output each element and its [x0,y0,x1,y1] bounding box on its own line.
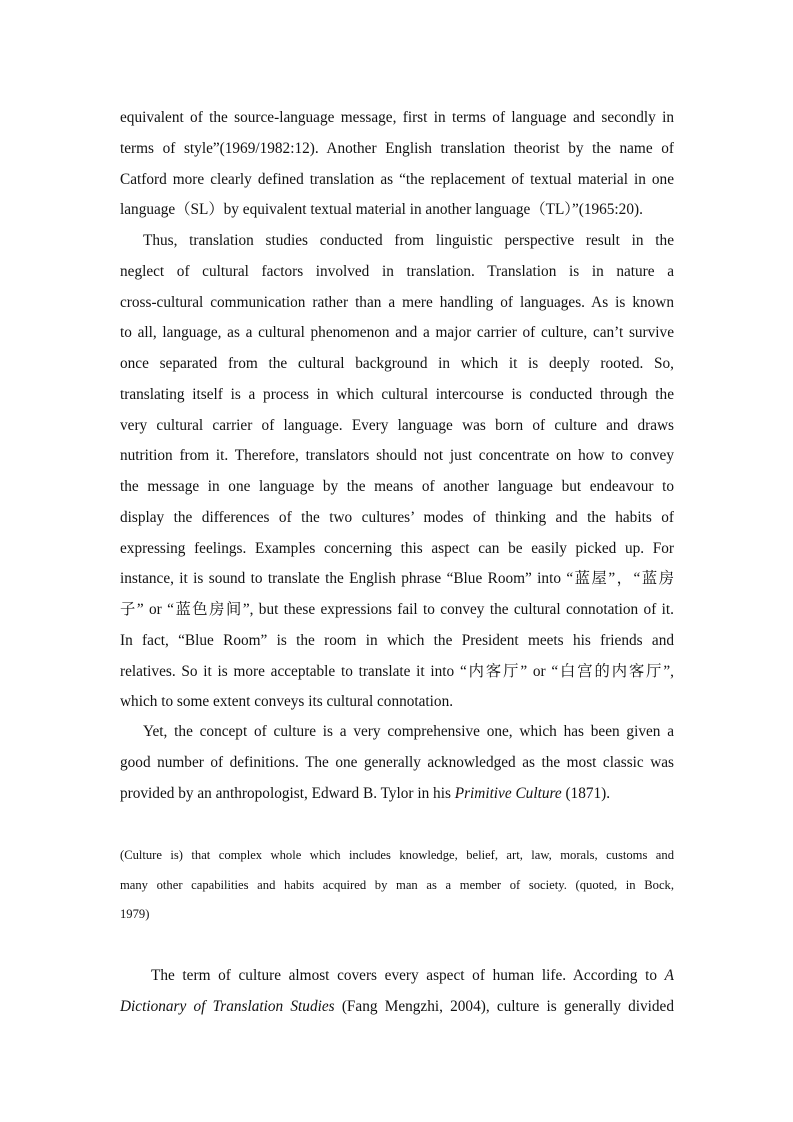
text-line: Catford more clearly defined translation as “the replacement of textual material in one [120,170,674,188]
text-line: translating itself is a process in which cultural intercourse is conducted through the [120,385,674,403]
text-line [120,992,674,1023]
book-title: Dictionary of Translation Studies [120,997,335,1015]
quote-line: (Culture is) that complex whole which includes knowledge, belief, art, law, morals, customs and [120,848,674,862]
text-line: Thus, translation studies conducted from linguistic perspective result in the [143,232,674,249]
text-line: 子” or “蓝色房间”, but these expressions fail to convey the cultural connotation of it. [120,601,674,618]
text-segment: (Fang Mengzhi, 2004), culture is generally divided [334,997,674,1015]
text-line: to all, language, as a cultural phenomenon and a major carrier of culture, can’t survive [120,324,674,342]
text-line: very cultural carrier of language. Every language was born of culture and draws [120,416,674,434]
text-line [120,779,674,810]
text-line: good number of definitions. The one generally acknowledged as the most classic was [120,753,674,771]
text-line [120,961,674,992]
paragraph-1 [120,103,674,226]
text-line: cross-cultural communication rather than a mere handling of languages. As is known [120,293,674,311]
text-line: In fact, “Blue Room” is the room in which the President meets his friends and [120,631,674,649]
text-line: nutrition from it. Therefore, translators should not just concentrate on how to convey [120,447,674,465]
text-line: the message in one language by the means of another language but endeavour to [120,478,674,495]
book-title: Primitive Culture [454,784,562,802]
text-line: terms of style”(1969/1982:12). Another English translation theorist by the name of [120,139,674,157]
text-segment: (1871). [561,784,611,802]
text-segment: The term of culture almost covers every aspect of human life. According to [151,967,665,984]
text-line: language（SL）by equivalent textual material in another language（TL）”(1965:20). [120,201,643,219]
block-quote [120,841,674,930]
text-line: once separated from the cultural background in which it is deeply rooted. So, [120,355,674,372]
text-line: expressing feelings. Examples concerning this aspect can be easily picked up. For [120,539,674,557]
paragraph-4 [120,961,674,1023]
paragraph-2 [120,226,674,718]
text-line: relatives. So it is more acceptable to translate it into “内客厅” or “白宫的内客厅”, [120,662,674,680]
text-line: display the differences of the two cultures’ modes of thinking and the habits of [120,508,674,526]
paragraph-3 [120,717,674,809]
quote-line: many other capabilities and habits acquired by man as a member of society. (quoted, in Bock, [120,877,674,892]
text-line: which to some extent conveys its cultural connotation. [120,693,454,711]
book-title: A [664,967,674,984]
text-line: instance, it is sound to translate the English phrase “Blue Room” into “蓝屋”，“蓝房 [120,570,674,588]
text-line: equivalent of the source-language message, first in terms of language and secondly in [120,109,674,126]
text-line: neglect of cultural factors involved in translation. Translation is in nature a [120,262,674,280]
text-line: Yet, the concept of culture is a very comprehensive one, which has been given a [143,723,674,740]
text-segment: provided by an anthropologist, Edward B. Tylor in his [120,784,455,802]
quote-line: 1979) [120,907,150,921]
